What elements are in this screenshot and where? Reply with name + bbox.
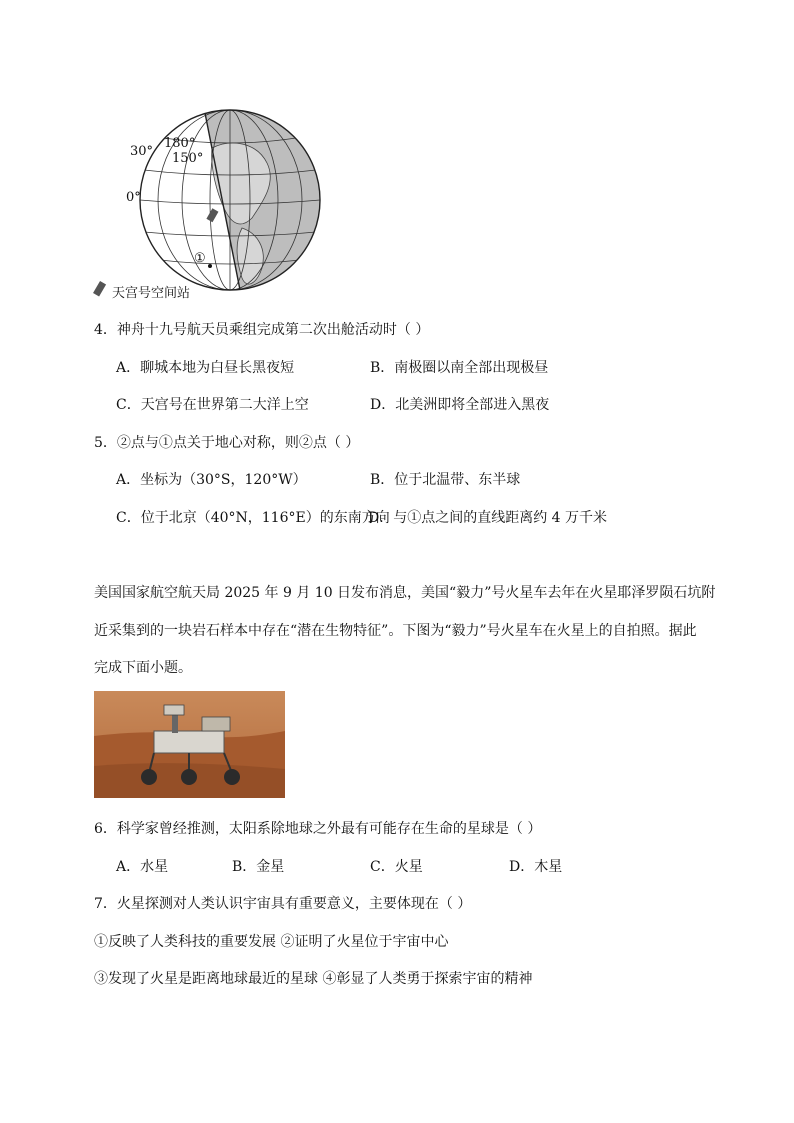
station-marker-icon [206, 208, 218, 222]
lat-0-label: 0° [126, 190, 141, 205]
passage-line-1: 美国国家航空航天局 2025 年 9 月 10 日发布消息，美国“毅力”号火星车去年在火星耶泽罗陨石坑附 [94, 585, 716, 601]
q5-option-d: D．与①点之间的直线距离约 4 万千米 [368, 510, 608, 526]
q5-option-b: B．位于北温带、东半球 [370, 472, 521, 488]
q7-statement-line-2: ③发现了火星是距离地球最近的星球 ④彰显了人类勇于探索宇宙的精神 [94, 971, 533, 987]
q6-option-b: B．金星 [232, 859, 285, 875]
legend-label: 天宫号空间站 [112, 286, 191, 301]
q6-option-a: A．水星 [116, 859, 169, 875]
station-legend-icon [93, 281, 106, 297]
lat-30-label: 30° [130, 144, 154, 159]
q4-option-b: B．南极圈以南全部出现极昼 [370, 360, 549, 376]
lon-180-label: 180° [164, 136, 196, 151]
q4-option-a: A．聊城本地为白昼长黑夜短 [116, 360, 295, 376]
q7-statement-line-1: ①反映了人类科技的重要发展 ②证明了火星位于宇宙中心 [94, 934, 449, 950]
point-1-label: ① [194, 251, 206, 266]
lon-150-label: 150° [172, 151, 204, 166]
q5-stem: 5．②点与①点关于地心对称，则②点（ ） [94, 435, 360, 451]
q5-option-c: C．位于北京（40°N，116°E）的东南方向 [116, 510, 390, 526]
passage-line-3: 完成下面小题。 [94, 660, 192, 676]
q6-stem: 6．科学家曾经推测，太阳系除地球之外最有可能存在生命的星球是（ ） [94, 821, 542, 837]
q6-option-c: C．火星 [370, 859, 423, 875]
q6-option-d: D．木星 [509, 859, 563, 875]
q4-option-d: D．北美洲即将全部进入黑夜 [370, 397, 550, 413]
q7-stem: 7．火星探测对人类认识宇宙具有重要意义，主要体现在（ ） [94, 896, 472, 912]
passage-line-2: 近采集到的一块岩石样本中存在“潜在生物特征”。下图为“毅力”号火星车在火星上的自拍照。据此 [94, 623, 697, 639]
globe-figure [92, 108, 324, 300]
q5-option-a: A．坐标为（30°S，120°W） [116, 472, 307, 488]
rover-photo [94, 691, 285, 798]
q4-option-c: C．天宫号在世界第二大洋上空 [116, 397, 309, 413]
q4-stem: 4．神舟十九号航天员乘组完成第二次出舱活动时（ ） [94, 322, 430, 338]
point-1-dot [208, 264, 212, 268]
